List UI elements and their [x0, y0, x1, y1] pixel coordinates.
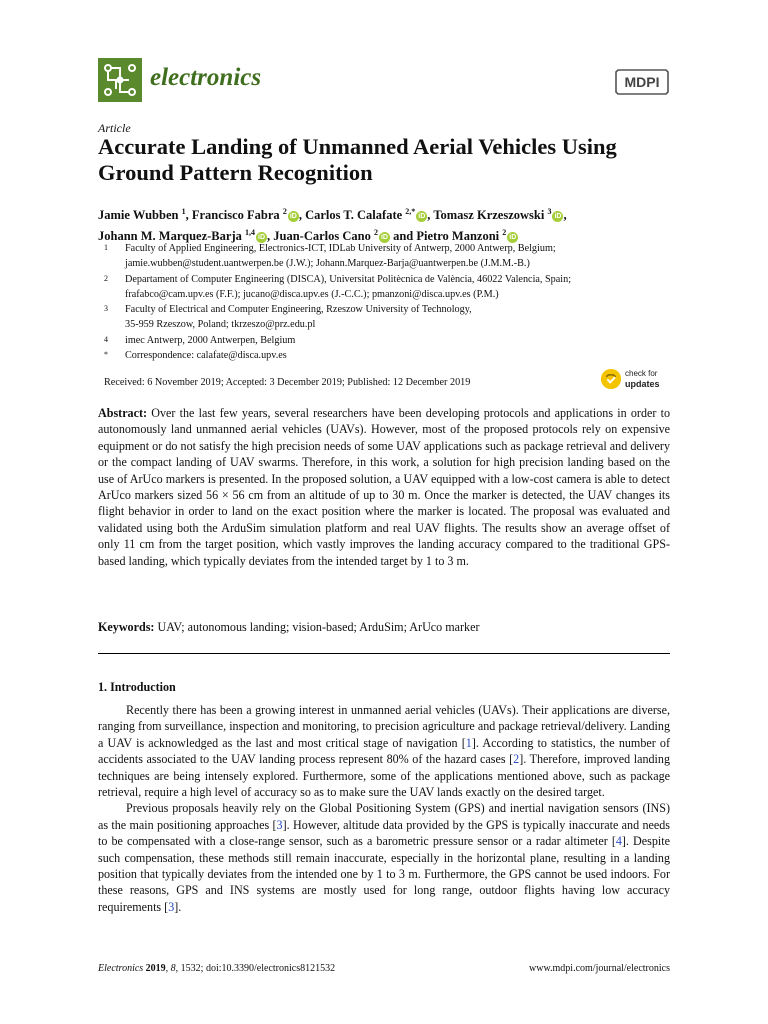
citation-link[interactable]: 1 [465, 735, 472, 750]
affiliation-line: 35-959 Rzeszow, Poland; tkrzeszo@prz.edu.pl [125, 319, 316, 331]
intro-p2-a: Previous proposals heavily rely on the Global Positioning System (GPS) and inertial navigation sensors (INS) as the main positioning approaches [ [98, 801, 670, 832]
affiliation-item [104, 302, 684, 333]
footer-volume: , 8 [165, 963, 176, 974]
author-affiliation-sup: 2,* [405, 207, 416, 216]
publication-dates: Received: 6 November 2019; Accepted: 3 December 2019; Published: 12 December 2019 [104, 377, 471, 388]
article-type: Article [98, 121, 131, 135]
author-name: Johann M. Marquez-Barja [98, 229, 242, 244]
affiliation-mark: 1 [104, 243, 108, 252]
affiliation-line: Faculty of Applied Engineering, Electronics-ICT, IDLab University of Antwerp, 2000 Antwerp, Belgium; [125, 243, 556, 254]
author-list [98, 203, 678, 245]
author-affiliation-sup: 1 [181, 207, 186, 216]
intro-paragraph-2 [98, 800, 670, 915]
intro-p1-a: Recently there has been a growing interest in unmanned aerial vehicles (UAVs). Their applications are diverse, ranging from surveillance, inspection and monitoring, to precision agriculture and package retrieval/delivery. Landing a UAV is acknowledged as the last and most critical stage of navigation [ [98, 703, 670, 750]
affiliation-item [104, 272, 684, 303]
mdpi-logo-text: MDPI [624, 74, 660, 90]
check-updates-line2: updates [625, 379, 660, 389]
affiliation-line: Correspondence: calafate@disca.upv.es [125, 350, 287, 362]
affiliation-item [104, 333, 684, 348]
affiliation-line: jamie.wubben@student.uantwerpen.be (J.W.); Johann.Marquez-Barja@uantwerpen.be (J.M.M.-B.) [125, 258, 530, 270]
intro-p1-b: ]. According to statistics, the number of accidents associated to the UAV landing process represent 80% of the hazard cases [ [98, 735, 670, 767]
journal-name: electronics [150, 64, 262, 91]
footer-doi: , 1532; doi:10.3390/electronics8121532 [175, 963, 336, 974]
affiliation-mark: 4 [104, 334, 108, 344]
abstract-text-1: Over the last few years, several researchers have been developing protocols and applications in order to autonomously land unmanned aerial vehicles (UAVs). However, most of the proposed protocols rely on expensive equipment or do not satisfy the high precision needs of some UAV applications such as package retrieval and delivery or the compact landing of UAV swarms. Therefore, in this work, a solution for high precision landing based on the use of ArUco markers is presented. In the proposed solution, a UAV equipped with a low-cost camera is able to detect ArUco markers sized 56 × 56 cm from an altitude of up to 30 m. [98, 406, 670, 503]
author-name: Carlos T. Calafate [305, 208, 403, 223]
author-separator: , [185, 208, 192, 223]
citation-link[interactable]: 3 [168, 899, 175, 914]
author-name: Francisco Fabra [191, 208, 280, 223]
orcid-icon[interactable]: iD [289, 213, 297, 221]
affiliation-line: Departament of Computer Engineering (DISCA), Universitat Politècnica de València, 46022 Valencia, Spain; [125, 273, 572, 285]
citation-link[interactable]: 2 [513, 752, 520, 767]
affiliation-item [104, 348, 684, 363]
affiliation-list [104, 241, 684, 363]
abstract [98, 405, 670, 569]
footer-journal: Electronics [98, 963, 144, 974]
author-name: Pietro Manzoni [416, 229, 500, 244]
abstract-label: Abstract: [98, 406, 148, 420]
footer-citation [98, 963, 335, 974]
orcid-icon[interactable]: iD [509, 234, 517, 242]
intro-paragraph-1 [98, 702, 670, 800]
affiliation-line: frafabco@cam.upv.es (F.F.); jucano@disca.upv.es (J.-C.C.); pmanzoni@disca.upv.es (P.M.) [125, 288, 499, 300]
affiliation-mark: 3 [104, 304, 108, 314]
affiliation-line: imec Antwerp, 2000 Antwerpen, Belgium [125, 334, 296, 346]
orcid-icon[interactable]: iD [380, 234, 388, 242]
author-name: Juan-Carlos Cano [273, 229, 371, 244]
section-heading: 1. Introduction [98, 680, 176, 694]
section-divider [98, 653, 670, 654]
author-separator: and [389, 229, 417, 244]
keywords-label: Keywords: [98, 620, 155, 634]
article-title: Accurate Landing of Unmanned Aerial Vehicles Using Ground Pattern Recognition [98, 134, 617, 185]
footer-journal-url[interactable]: www.mdpi.com/journal/electronics [529, 963, 670, 974]
author-affiliation-sup: 2 [282, 207, 287, 216]
check-updates-text [625, 369, 660, 390]
author-name: Jamie Wubben [98, 208, 179, 223]
keywords [98, 619, 670, 635]
mdpi-logo [614, 68, 670, 96]
affiliation-mark: 2 [104, 273, 108, 283]
affiliation-mark: * [104, 350, 108, 360]
journal-logo-icon [98, 58, 142, 102]
affiliation-item [104, 241, 684, 272]
intro-p2-c: ]. Despite such compensation, these methods still remain inaccurate, especially in the horizontal plane, resulting in a landing position that typically deviates from the intended one by 1 to 3 m. Furthermore, the GPS cannot be used indoors. For these reasons, GPS and INS systems are mostly used for long range, outdoor flights having low accuracy requirements [ [98, 834, 670, 914]
abstract-text-2: Once the marker is detected, the UAV changes its flight behavior in order to land on the exact position where the marker is located. The proposal was evaluated and validated using both the ArduSim simulation platform and real UAV flights. The results show an average offset of only 11 cm from the target position, which vastly improves the landing accuracy compared to the traditional GPS-based landing, which typically deviates from the intended target by 1 to 3 m. [98, 488, 670, 568]
keywords-text: UAV; autonomous landing; vision-based; ArduSim; ArUco marker [154, 620, 480, 634]
introduction-body [98, 702, 670, 915]
orcid-icon[interactable]: iD [418, 213, 426, 221]
orcid-icon[interactable]: iD [554, 213, 562, 221]
intro-p2-d: ]. [174, 899, 182, 914]
check-for-updates-button[interactable] [601, 368, 671, 392]
author-separator: , [427, 208, 434, 223]
author-separator: , [298, 208, 306, 223]
orcid-icon[interactable]: iD [258, 234, 265, 242]
author-affiliation-sup: 3 [547, 207, 552, 216]
author-affiliation-sup: 1,4 [245, 228, 255, 238]
author-affiliation-sup: 2 [502, 228, 507, 238]
author-separator: , [563, 208, 567, 223]
footer-year: 2019 [143, 963, 166, 974]
author-name: Tomasz Krzeszowski [433, 208, 545, 223]
check-updates-icon [601, 369, 621, 389]
check-updates-line1: check for [625, 369, 658, 378]
intro-p1-c: ]. Therefore, improved landing techniques are being intensely explored. Furthermore, some of the applications mentioned above, such as package retrieval, require a high level of accuracy so as to make sure the UAV lands exactly on the desired target. [98, 752, 670, 800]
intro-p2-b: ]. However, altitude data provided by the GPS is typically inaccurate and needs to be compensated with a close-range sensor, such as a barometric pressure sensor or a radar altimeter [ [98, 817, 670, 849]
citation-link[interactable]: 4 [615, 834, 622, 849]
author-affiliation-sup: 2 [373, 228, 378, 238]
affiliation-line: Faculty of Electrical and Computer Engineering, Rzeszow University of Technology, [125, 304, 472, 316]
citation-link[interactable]: 3 [276, 817, 283, 832]
author-separator: , [267, 229, 274, 244]
